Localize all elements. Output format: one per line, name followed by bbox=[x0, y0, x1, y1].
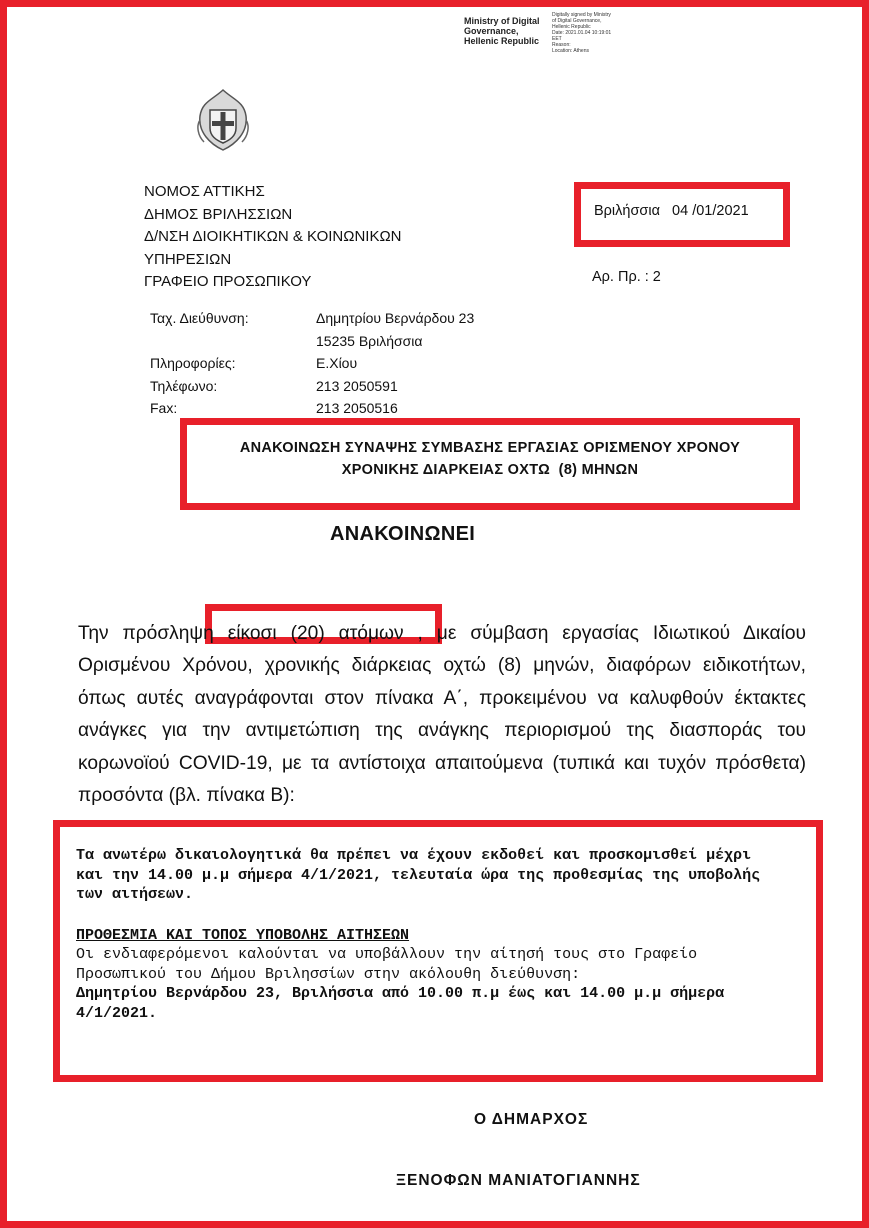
signatory-name: ΞΕΝΟΦΩΝ ΜΑΝΙΑΤΟΓΙΑΝΝΗΣ bbox=[396, 1172, 641, 1189]
document-date: Βριλήσσια 04 /01/2021 bbox=[594, 203, 749, 219]
contact-value: Ε.Χίου bbox=[316, 355, 358, 371]
greek-coat-of-arms-icon bbox=[192, 86, 254, 156]
letterhead-line: ΓΡΑΦΕΙΟ ΠΡΟΣΩΠΙΚΟΥ bbox=[144, 273, 312, 290]
announcement-title bbox=[190, 437, 790, 481]
signature-details bbox=[552, 12, 611, 54]
signature-org-line: Governance, bbox=[464, 26, 519, 36]
signature-org-line: Ministry of Digital bbox=[464, 16, 540, 26]
signature-detail-line: Digitally signed by Ministry bbox=[552, 12, 611, 18]
letterhead bbox=[144, 181, 402, 294]
letterhead-line: Δ/ΝΣΗ ΔΙΟΙΚΗΤΙΚΩΝ & ΚΟΙΝΩΝΙΚΩΝ bbox=[144, 228, 402, 245]
body-line: Την πρόσληψη είκοσι (20) ατόμων , με σύμβαση εργασίας Ιδιωτικού Δικαίου bbox=[78, 623, 806, 644]
body-line: κορωνοϊού COVID-19, με τα αντίστοιχα απαιτούμενα (τυπικά και τυχόν πρόσθετα) bbox=[78, 752, 806, 774]
contact-labels bbox=[150, 307, 249, 420]
signature-detail-line: Hellenic Republic bbox=[552, 24, 591, 30]
letterhead-line: ΔΗΜΟΣ ΒΡΙΛΗΣΣΙΩΝ bbox=[144, 205, 293, 223]
protocol-number: Αρ. Πρ. : 2 bbox=[592, 269, 661, 285]
contact-value: 15235 Βριλήσσια bbox=[316, 332, 423, 349]
title-line: ΧΡΟΝΙΚΗΣ ΔΙΑΡΚΕΙΑΣ ΟΧΤΩ (8) ΜΗΝΩΝ bbox=[341, 462, 639, 478]
signature-org bbox=[464, 16, 540, 46]
body-line: ανάγκες για την αντιμετώπιση της ανάγκης περιορισμού της διασποράς του bbox=[78, 720, 806, 742]
submission-paragraph: Οι ενδιαφερόμενοι καλούνται να υποβάλλουν την αίτησή τους στο Γραφείο Προσωπικού του Δήμου Βριλησσίων στην ακόλουθη διεύθυνση: bbox=[76, 946, 698, 983]
signature-detail-line: Reason: bbox=[552, 42, 571, 48]
signature-detail-line: EET bbox=[552, 36, 562, 42]
signatory-title: Ο ΔΗΜΑΡΧΟΣ bbox=[474, 1111, 589, 1128]
signature-detail-line: Date: 2021.01.04 10:19:01 bbox=[552, 30, 612, 36]
contact-label: Ταχ. Διεύθυνση: bbox=[150, 310, 249, 326]
contact-values bbox=[316, 307, 474, 420]
contact-value: 213 2050516 bbox=[316, 400, 398, 416]
announce-heading: ΑΝΑΚΟΙΝΩΝΕΙ bbox=[330, 523, 476, 545]
body-line: προσόντα (βλ. πίνακα Β): bbox=[78, 785, 295, 807]
signature-detail-line: of Digital Governance, bbox=[552, 18, 602, 24]
submission-address: Δημητρίου Βερνάρδου 23, Βριλήσσια από 10.00 π.μ έως και 14.00 μ.μ σήμερα 4/1/2021. bbox=[76, 985, 725, 1022]
title-line: ΑΝΑΚΟΙΝΩΣΗ ΣΥΝΑΨΗΣ ΣΥΜΒΑΣΗΣ ΕΡΓΑΣΙΑΣ ΟΡΙΣΜΕΝΟΥ ΧΡΟΝΟΥ bbox=[239, 440, 741, 456]
contact-value: 213 2050591 bbox=[316, 377, 398, 394]
signature-org-line: Hellenic Republic bbox=[464, 36, 540, 46]
body-line: Ορισμένου Χρόνου, χρονικής διάρκειας οχτώ (8) μηνών, διαφόρων ειδικοτήτων, bbox=[78, 655, 806, 677]
deadline-box-text bbox=[76, 846, 766, 1023]
contact-label: Τηλέφωνο: bbox=[150, 377, 218, 394]
letterhead-line: ΥΠΗΡΕΣΙΩΝ bbox=[144, 250, 232, 268]
deadline-heading: ΠΡΟΘΕΣΜΙΑ ΚΑΙ ΤΟΠΟΣ ΥΠΟΒΟΛΗΣ ΑΙΤΗΣΕΩΝ bbox=[76, 926, 410, 944]
body-paragraph bbox=[78, 618, 806, 812]
deadline-paragraph: Τα ανωτέρω δικαιολογητικά θα πρέπει να έχουν εκδοθεί και προσκομισθεί μέχρι και την 14.00 μ.μ σήμερα 4/1/2021, τελευταία ώρα της προθεσμίας της υποβολής των αιτήσεων. bbox=[76, 847, 761, 903]
contact-label: Fax: bbox=[150, 400, 178, 416]
contact-value: Δημητρίου Βερνάρδου 23 bbox=[316, 310, 475, 326]
letterhead-line: ΝΟΜΟΣ ΑΤΤΙΚΗΣ bbox=[144, 183, 265, 200]
body-line: όπως αυτές αναγράφονται στον πίνακα Α΄, προκειμένου να καλυφθούν έκτακτες bbox=[78, 687, 806, 709]
signature-detail-line: Location: Athens bbox=[552, 48, 589, 54]
contact-label: Πληροφορίες: bbox=[150, 355, 236, 371]
contact-label bbox=[150, 330, 249, 353]
